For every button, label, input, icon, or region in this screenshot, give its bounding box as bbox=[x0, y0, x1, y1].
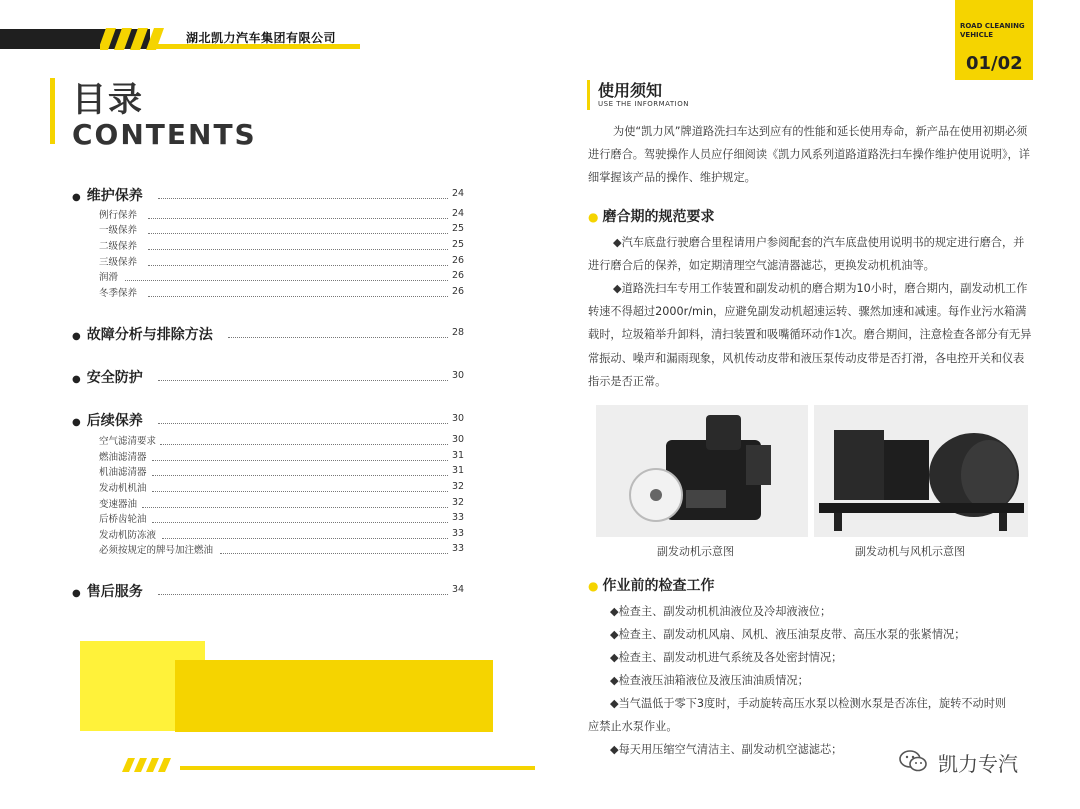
toc-page: 33 bbox=[452, 528, 465, 539]
precheck-item: ◆每天用压缩空气清洁主、副发动机空滤滤芯； bbox=[610, 743, 843, 756]
toc-page: 32 bbox=[452, 497, 465, 508]
toc-section-troubleshooting[interactable]: ● 故障分析与排除方法 bbox=[72, 327, 213, 343]
toc-page: 30 bbox=[452, 370, 465, 381]
toc-page: 24 bbox=[452, 208, 465, 219]
badge-label: ROAD CLEANING VEHICLE bbox=[960, 22, 1025, 39]
toc-item[interactable]: 变速器油 bbox=[99, 499, 138, 510]
precheck-item: 应禁止水泵作业。 bbox=[588, 720, 678, 733]
toc-page: 28 bbox=[452, 327, 465, 338]
toc-page: 31 bbox=[452, 465, 465, 476]
toc-item[interactable]: 必须按规定的牌号加注燃油 bbox=[99, 545, 214, 556]
breakin-paragraph-2: ◆道路洗扫车专用工作装置和副发动机的磨合期为10小时，磨合期内，副发动机工作转速不得超过2000r/min，应避免副发动机超速运转、骤然加速和减速。每作业污水箱满载时，垃圾箱举升卸料，清扫装置和吸嘴循环动作1次。磨合期间，注意检查各部分有无异常振动、噪声和漏雨现象，风机传动皮带和液压泵传动皮带是否打滑，各电控开关和仪表指示是否正常。 bbox=[588, 282, 1032, 388]
toc-leader bbox=[152, 522, 448, 523]
toc-page: 26 bbox=[452, 255, 465, 266]
toc-leader bbox=[142, 507, 448, 508]
toc-item[interactable]: 后桥齿轮油 bbox=[99, 514, 147, 525]
precheck-item: ◆检查主、副发动机机油液位及冷却液液位； bbox=[610, 605, 832, 618]
toc-page: 25 bbox=[452, 223, 465, 234]
toc-item[interactable]: 润滑 bbox=[99, 272, 119, 283]
toc-leader bbox=[228, 337, 448, 338]
toc-leader bbox=[152, 460, 448, 461]
page-number: 01/02 bbox=[966, 53, 1023, 74]
toc-item[interactable]: 燃油滤清器 bbox=[99, 452, 147, 463]
toc-leader bbox=[148, 233, 448, 234]
toc-item[interactable]: 机油滤清器 bbox=[99, 467, 147, 478]
precheck-item: ◆检查主、副发动机风扇、风机、液压油泵皮带、高压水泵的张紧情况； bbox=[610, 628, 966, 641]
toc-leader bbox=[158, 380, 448, 381]
toc-section-safety[interactable]: ● 安全防护 bbox=[72, 370, 143, 386]
toc-leader bbox=[162, 538, 448, 539]
toc-leader bbox=[158, 198, 448, 199]
toc-section-maintenance[interactable]: ● 维护保养 bbox=[72, 188, 143, 204]
toc-page: 34 bbox=[452, 584, 465, 595]
precheck-heading: ● 作业前的检查工作 bbox=[588, 578, 715, 594]
engine-photo bbox=[596, 405, 808, 537]
wechat-account-label: 凯力专汽 bbox=[938, 752, 1018, 776]
title-accent-bar bbox=[50, 78, 55, 144]
toc-page: 24 bbox=[452, 188, 465, 199]
toc-leader bbox=[125, 280, 448, 281]
engine-fan-photo bbox=[814, 405, 1028, 537]
intro-paragraph: 为使“凯力风”牌道路洗扫车达到应有的性能和延长使用寿命，新产品在使用初期必须进行磨合。驾驶操作人员应仔细阅读《凯力风系列道路道路洗扫车操作维护使用说明》，详细掌握该产品的操作、维护规定。 bbox=[588, 125, 1030, 185]
toc-item[interactable]: 二级保养 bbox=[99, 241, 138, 252]
section-subtitle: USE THE INFORMATION bbox=[598, 100, 689, 108]
toc-leader bbox=[158, 423, 448, 424]
toc-item[interactable]: 三级保养 bbox=[99, 257, 138, 268]
precheck-item: ◆检查液压油箱液位及液压油油质情况； bbox=[610, 674, 809, 687]
toc-leader bbox=[152, 491, 448, 492]
toc-leader bbox=[148, 249, 448, 250]
toc-leader bbox=[148, 296, 448, 297]
section-title: 使用须知 bbox=[598, 81, 663, 100]
toc-leader bbox=[148, 218, 448, 219]
toc-page: 31 bbox=[452, 450, 465, 461]
toc-title-en: CONTENTS bbox=[72, 118, 257, 151]
toc-section-followup[interactable]: ● 后续保养 bbox=[72, 413, 143, 429]
section-accent-bar bbox=[587, 80, 590, 110]
toc-page: 33 bbox=[452, 512, 465, 523]
toc-leader bbox=[152, 475, 448, 476]
toc-item[interactable]: 发动机防冻液 bbox=[99, 530, 157, 541]
toc-leader bbox=[148, 265, 448, 266]
toc-page: 26 bbox=[452, 270, 465, 281]
toc-page: 33 bbox=[452, 543, 465, 554]
toc-page: 32 bbox=[452, 481, 465, 492]
breakin-paragraph-1: ◆汽车底盘行驶磨合里程请用户参阅配套的汽车底盘使用说明书的规定进行磨合，并进行磨合后的保养，如定期清理空气滤清器滤芯，更换发动机机油等。 bbox=[588, 236, 1025, 273]
photo-caption: 副发动机与风机示意图 bbox=[855, 545, 965, 558]
toc-page: 26 bbox=[452, 286, 465, 297]
toc-item[interactable]: 发动机机油 bbox=[99, 483, 147, 494]
footer-stripes bbox=[120, 758, 180, 772]
toc-leader bbox=[158, 594, 448, 595]
precheck-item: ◆检查主、副发动机进气系统及各处密封情况； bbox=[610, 651, 843, 664]
toc-title: 目录 bbox=[72, 80, 144, 120]
toc-item[interactable]: 一级保养 bbox=[99, 225, 138, 236]
toc-leader bbox=[220, 553, 448, 554]
company-name: 湖北凯力汽车集团有限公司 bbox=[186, 31, 337, 45]
toc-item[interactable]: 例行保养 bbox=[99, 210, 138, 221]
toc-page: 30 bbox=[452, 413, 465, 424]
toc-leader bbox=[160, 444, 448, 445]
toc-section-aftersales[interactable]: ● 售后服务 bbox=[72, 584, 143, 600]
decor-yellow-block bbox=[175, 660, 493, 732]
breakin-heading: ● 磨合期的规范要求 bbox=[588, 209, 715, 225]
footer-yellow-line bbox=[180, 766, 535, 770]
precheck-item: ◆当气温低于零下3度时，手动旋转高压水泵以检测水泵是否冻住，旋转不动时则 bbox=[610, 697, 1007, 710]
wechat-icon bbox=[898, 748, 928, 774]
toc-item[interactable]: 空气滤清要求 bbox=[99, 436, 157, 447]
photo-caption: 副发动机示意图 bbox=[657, 545, 734, 558]
toc-item[interactable]: 冬季保养 bbox=[99, 288, 138, 299]
toc-page: 30 bbox=[452, 434, 465, 445]
toc-page: 25 bbox=[452, 239, 465, 250]
